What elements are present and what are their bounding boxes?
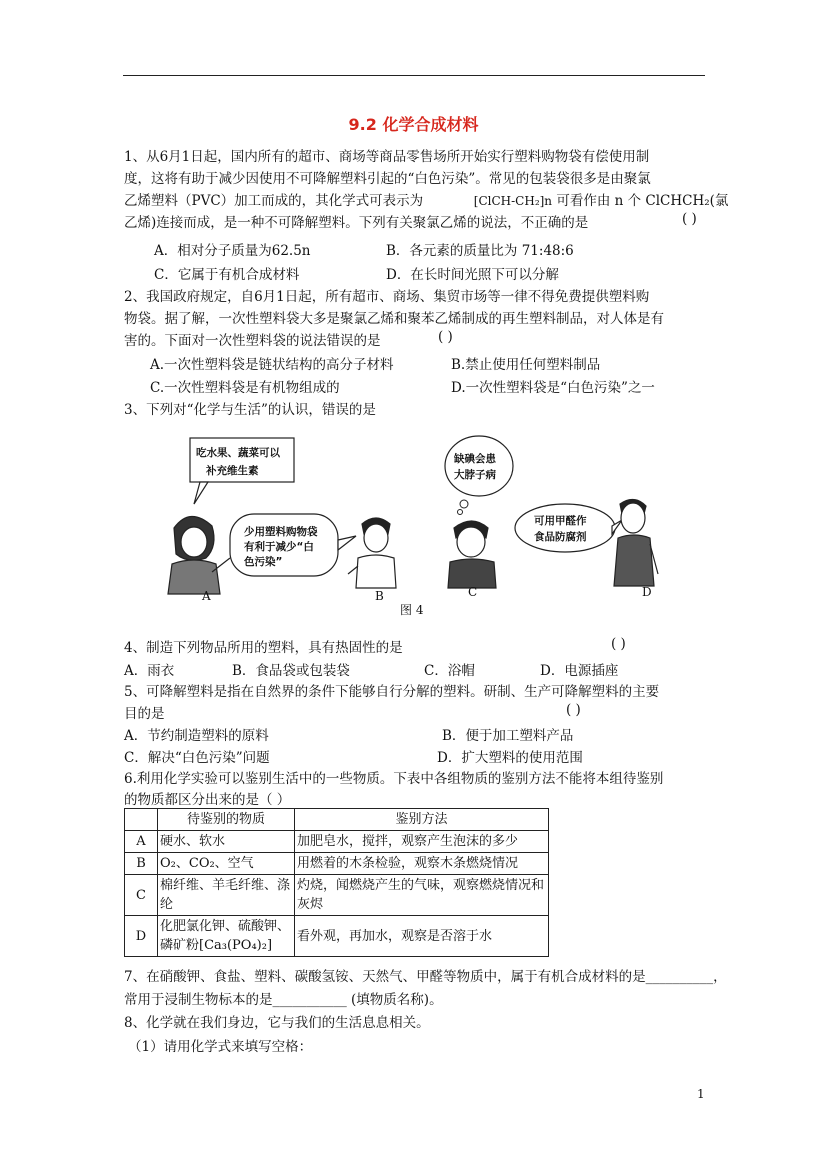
q1-option-b: B．各元素的质量比为 71:48:6 bbox=[386, 243, 574, 259]
q5-line2: 目的是 bbox=[124, 706, 165, 722]
q2-option-c: C.一次性塑料袋是有机物组成的 bbox=[150, 380, 340, 396]
table-cell: 看外观，再加水，观察是否溶于水 bbox=[295, 916, 549, 957]
table-cell: C bbox=[125, 875, 158, 916]
table-cell: 用燃着的木条检验，观察木条燃烧情况 bbox=[295, 853, 549, 875]
table-cell: 灼烧，闻燃烧产生的气味，观察燃烧情况和灰烬 bbox=[295, 875, 549, 916]
q2-line3: 害的。下面对一次性塑料袋的说法错误的是 bbox=[124, 333, 381, 349]
q2-option-a: A.一次性塑料袋是链状结构的高分子材料 bbox=[150, 357, 394, 373]
q5-bracket: ( ) bbox=[566, 702, 581, 718]
figure-caption: 图 4 bbox=[400, 603, 424, 617]
table-header-cell: 鉴别方法 bbox=[295, 809, 549, 831]
bubble-a-line2: 补充维生素 bbox=[206, 465, 259, 477]
q5-option-c: C．解决“白色污染”问题 bbox=[124, 750, 270, 766]
q2-line2: 物袋。据了解，一次性塑料袋大多是聚氯乙烯和聚苯乙烯制成的再生塑料制品，对人体是有 bbox=[124, 311, 664, 327]
q1-line1: 1、从6月1日起，国内所有的超市、商场等商品零售场所开始实行塑料购物袋有偿使用制 bbox=[124, 149, 650, 165]
table-cell: 硬水、软水 bbox=[158, 831, 295, 853]
label-c: C bbox=[468, 585, 478, 599]
table-header-row bbox=[125, 809, 549, 831]
bubble-b-line2: 有利于减少“白 bbox=[244, 541, 314, 553]
q6-table bbox=[124, 808, 549, 957]
table-header-cell bbox=[125, 809, 158, 831]
table-header-cell: 待鉴别的物质 bbox=[158, 809, 295, 831]
q6-line2: 的物质都区分出来的是（ ） bbox=[124, 792, 291, 808]
q7-line1: 7、在硝酸钾、食盐、塑料、碳酸氢铵、天然气、甲醛等物质中，属于有机合成材料的是__________， bbox=[124, 969, 727, 985]
q2-option-d: D.一次性塑料袋是“白色污染”之一 bbox=[451, 380, 655, 396]
q1-option-c: C．它属于有机合成材料 bbox=[154, 267, 300, 283]
q1-option-a: A．相对分子质量为62.5n bbox=[154, 243, 311, 259]
table-cell: 棉纤维、羊毛纤维、涤纶 bbox=[158, 875, 295, 916]
q5-option-b: B．便于加工塑料产品 bbox=[442, 728, 574, 744]
q4-option-b: B．食品袋或包装袋 bbox=[232, 663, 350, 679]
person-b-illustration bbox=[348, 518, 396, 588]
q1-line3b: 可看作由 n 个 ClCHCH₂(氯 bbox=[556, 193, 729, 209]
q3-cartoon-figure bbox=[160, 432, 670, 622]
table-cell: 化肥氯化钾、硫酸钾、磷矿粉[Ca₃(PO₄)₂] bbox=[158, 916, 295, 957]
bubble-c-line2: 大脖子病 bbox=[454, 469, 496, 481]
q8-line2: （1）请用化学式来填写空格： bbox=[128, 1039, 313, 1055]
q7-line2: 常用于浸制生物标本的是___________ (填物质名称)。 bbox=[124, 992, 443, 1008]
bubble-c bbox=[445, 436, 513, 496]
table-cell: O₂、CO₂、空气 bbox=[158, 853, 295, 875]
label-b: B bbox=[375, 589, 384, 603]
q4-option-d: D．电源插座 bbox=[540, 663, 619, 679]
bubble-b-line3: 色污染” bbox=[244, 556, 283, 568]
q5-option-d: D．扩大塑料的使用范围 bbox=[437, 750, 583, 766]
table-row bbox=[125, 831, 549, 853]
table-row bbox=[125, 916, 549, 957]
page-title: 9.2 化学合成材料 bbox=[348, 115, 479, 134]
table-row bbox=[125, 875, 549, 916]
q5-option-a: A．节约制造塑料的原料 bbox=[124, 728, 269, 744]
q3-line1: 3、下列对“化学与生活”的认识，错误的是 bbox=[124, 402, 376, 418]
q4-line1: 4、制造下列物品所用的塑料，具有热固性的是 bbox=[124, 640, 403, 656]
q4-option-c: C．浴帽 bbox=[424, 663, 475, 679]
q1-option-d: D．在长时间光照下可以分解 bbox=[386, 267, 559, 283]
q1-line3 bbox=[124, 189, 728, 209]
table-cell: D bbox=[125, 916, 158, 957]
q1-line4: 乙烯)连接而成，是一种不可降解塑料。下列有关聚氯乙烯的说法，不正确的是 bbox=[124, 215, 589, 231]
person-d-illustration bbox=[614, 499, 658, 586]
q1-formula: [ClCH-CH₂]n bbox=[473, 194, 553, 208]
bubble-d-line2: 食品防腐剂 bbox=[534, 531, 587, 543]
table-cell: 加肥皂水，搅拌，观察产生泡沫的多少 bbox=[295, 831, 549, 853]
q2-option-b: B.禁止使用任何塑料制品 bbox=[451, 357, 601, 373]
q8-line1: 8、化学就在我们身边，它与我们的生活息息相关。 bbox=[124, 1015, 430, 1031]
person-c-illustration bbox=[448, 521, 496, 588]
q2-bracket: ( ) bbox=[438, 329, 453, 345]
q6-line1: 6.利用化学实验可以鉴别生活中的一些物质。下表中各组物质的鉴别方法不能将本组待鉴别 bbox=[124, 771, 664, 787]
bubble-b-line1: 少用塑料购物袋 bbox=[244, 526, 318, 538]
person-a-illustration bbox=[168, 516, 230, 594]
q4-option-a: A．雨衣 bbox=[124, 663, 175, 679]
q2-line1: 2、我国政府规定，自6月1日起，所有超市、商场、集贸市场等一律不得免费提供塑料购 bbox=[124, 289, 650, 305]
header-rule bbox=[123, 75, 705, 76]
label-a: A bbox=[202, 589, 211, 603]
table-cell: B bbox=[125, 853, 158, 875]
label-d: D bbox=[642, 585, 652, 599]
bubble-c-line1: 缺碘会患 bbox=[454, 453, 496, 465]
q5-line1: 5、可降解塑料是指在自然界的条件下能够自行分解的塑料。研制、生产可降解塑料的主要 bbox=[124, 684, 660, 700]
q1-line3a: 乙烯塑料（PVC）加工而成的，其化学式可表示为 bbox=[124, 193, 424, 209]
table-row bbox=[125, 853, 549, 875]
q1-line2: 度，这将有助于减少因使用不可降解塑料引起的“白色污染”。常见的包装袋很多是由聚氯 bbox=[124, 171, 651, 187]
bubble-d-line1: 可用甲醛作 bbox=[534, 515, 587, 527]
q1-bracket: ( ) bbox=[682, 211, 697, 227]
table-cell: A bbox=[125, 831, 158, 853]
bubble-a-line1: 吃水果、蔬菜可以 bbox=[196, 447, 280, 459]
page-number: 1 bbox=[697, 1087, 705, 1101]
bubble-d bbox=[515, 504, 615, 552]
q4-bracket: ( ) bbox=[611, 636, 626, 652]
